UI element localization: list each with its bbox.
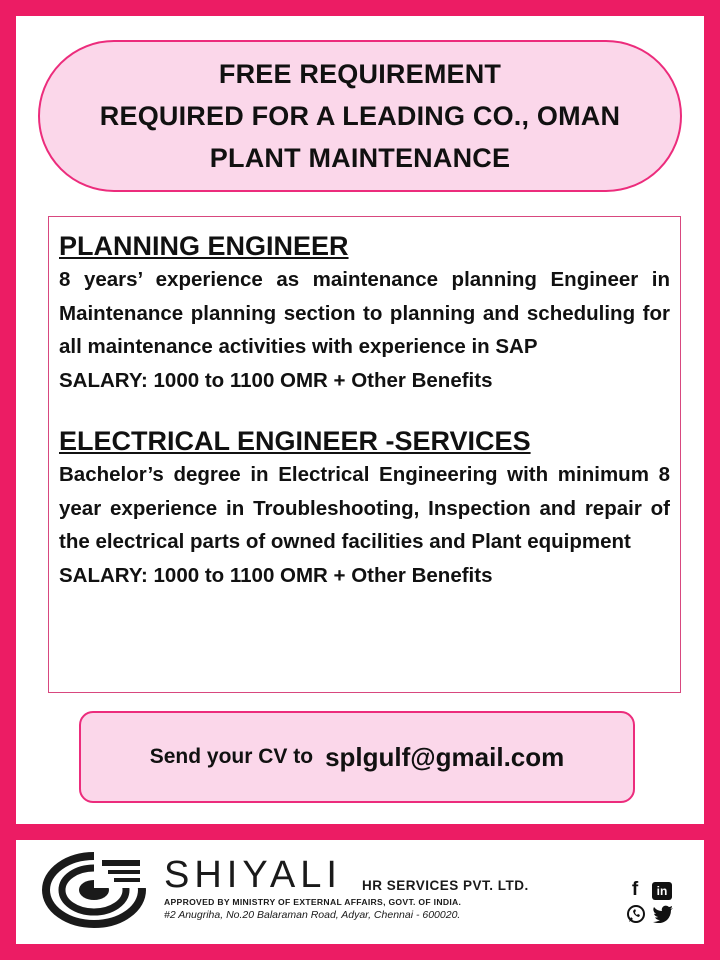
- company-subtitle: HR SERVICES PVT. LTD.: [362, 878, 529, 893]
- job-description: Bachelor’s degree in Electrical Engineering with minimum 8 year experience in Troubleshooting, Inspection and repair of the electrical parts of owned facilities and Plant equipment: [59, 463, 670, 553]
- twitter-icon[interactable]: [652, 905, 674, 923]
- contact-email-link[interactable]: splgulf@gmail.com: [325, 741, 565, 772]
- poster-page: [16, 16, 704, 824]
- linkedin-icon[interactable]: in: [652, 882, 672, 900]
- header-banner: [38, 40, 682, 192]
- send-cv-box: [79, 711, 635, 803]
- job-title: PLANNING ENGINEER: [59, 231, 349, 261]
- job-planning-engineer: [59, 229, 670, 397]
- job-title: ELECTRICAL ENGINEER -SERVICES: [59, 426, 531, 456]
- header-line-2: REQUIRED FOR A LEADING CO., OMAN: [99, 101, 621, 131]
- job-listings-box: [48, 216, 681, 693]
- job-description: 8 years’ experience as maintenance planning Engineer in Maintenance planning section to planning and scheduling for all maintenance activities with experience in SAP: [59, 268, 670, 358]
- company-footer: [16, 840, 704, 944]
- facebook-icon[interactable]: f: [631, 879, 639, 900]
- company-name: SHIYALI: [164, 854, 342, 896]
- send-cv-label: Send your CV to: [149, 745, 314, 768]
- whatsapp-icon[interactable]: [626, 904, 646, 924]
- header-line-3: PLANT MAINTENANCE: [209, 143, 511, 173]
- company-logo-icon: [42, 852, 146, 928]
- header-line-1: FREE REQUIREMENT: [218, 59, 502, 89]
- job-electrical-engineer: [59, 424, 670, 592]
- company-address: #2 Anugriha, No.20 Balaraman Road, Adyar, Chennai - 600020.: [164, 909, 461, 921]
- company-approval: APPROVED BY MINISTRY OF EXTERNAL AFFAIRS, GOVT. OF INDIA.: [164, 897, 462, 907]
- job-salary: SALARY: 1000 to 1100 OMR + Other Benefits: [59, 563, 493, 587]
- job-salary: SALARY: 1000 to 1100 OMR + Other Benefits: [59, 368, 493, 392]
